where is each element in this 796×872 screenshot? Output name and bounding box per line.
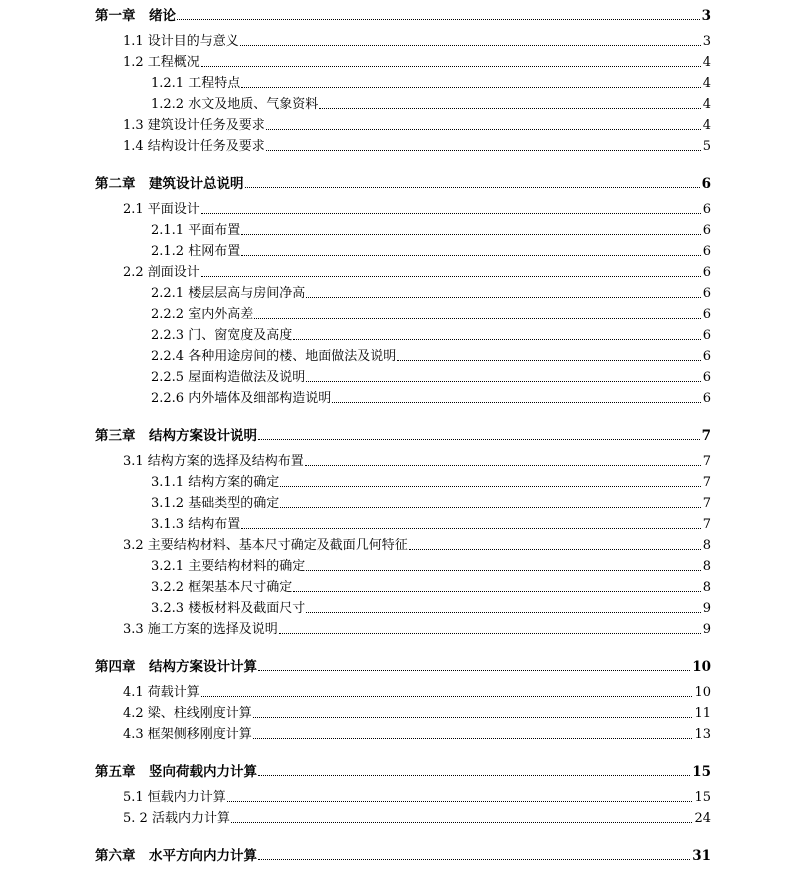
- dot-leader: [258, 670, 690, 671]
- dot-leader: [201, 276, 701, 277]
- toc-entry-label: 第三章 结构方案设计说明: [95, 428, 257, 444]
- dot-leader: [227, 801, 693, 802]
- dot-leader: [306, 570, 701, 571]
- toc-page-number: 4: [702, 55, 711, 70]
- toc-entry[interactable]: [151, 366, 711, 386]
- toc-page-number: 5: [702, 139, 711, 154]
- toc-entry-label: 3.1.1 结构方案的确定: [151, 475, 280, 490]
- toc-entry-label: 3.1.2 基础类型的确定: [151, 496, 280, 511]
- dot-leader: [241, 87, 701, 88]
- toc-page-number: 3: [702, 34, 711, 49]
- toc-entry[interactable]: [123, 135, 711, 155]
- toc-entry[interactable]: [151, 324, 711, 344]
- toc-entry[interactable]: [123, 450, 711, 470]
- dot-leader: [409, 549, 701, 550]
- dot-leader: [306, 612, 701, 613]
- toc-page-number: 6: [702, 223, 711, 238]
- toc-entry-label: 2.1 平面设计: [123, 202, 200, 217]
- toc-page-number: 6: [702, 265, 711, 280]
- dot-leader: [280, 507, 701, 508]
- toc-page-number: 7: [702, 517, 711, 532]
- toc-page-number: 7: [702, 496, 711, 511]
- toc-entry[interactable]: [123, 30, 711, 50]
- dot-leader: [177, 19, 700, 20]
- toc-entry-label: 1.2 工程概况: [123, 55, 200, 70]
- toc-entry-label: 1.2.2 水文及地质、气象资料: [151, 97, 319, 112]
- toc-entry-label: 第六章 水平方向内力计算: [95, 848, 257, 864]
- toc-page-number: 8: [702, 559, 711, 574]
- toc-entry[interactable]: [123, 807, 711, 827]
- toc-entry-label: 2.1.2 柱网布置: [151, 244, 241, 259]
- dot-leader: [266, 129, 701, 130]
- toc-page-number: 6: [702, 244, 711, 259]
- toc-entry-label: 第五章 竖向荷载内力计算: [95, 764, 257, 780]
- toc-entry[interactable]: [123, 618, 711, 638]
- toc-chapter-entry[interactable]: [95, 424, 711, 444]
- toc-page-number: 4: [702, 97, 711, 112]
- toc-entry-label: 3.2.2 框架基本尺寸确定: [151, 580, 293, 595]
- toc-entry-label: 第一章 绪论: [95, 8, 176, 24]
- toc-entry-label: 2.2.6 内外墙体及细部构造说明: [151, 391, 332, 406]
- dot-leader: [319, 108, 701, 109]
- toc-page-number: 10: [694, 685, 711, 700]
- toc-entry-label: 5.1 恒载内力计算: [123, 790, 226, 805]
- toc-entry[interactable]: [123, 114, 711, 134]
- dot-leader: [305, 465, 701, 466]
- toc-page-number: 7: [702, 475, 711, 490]
- dot-leader: [241, 234, 701, 235]
- toc-entry[interactable]: [151, 492, 711, 512]
- toc-chapter-entry[interactable]: [95, 4, 711, 24]
- dot-leader: [253, 738, 693, 739]
- toc-entry[interactable]: [151, 93, 711, 113]
- toc-page-number: 6: [702, 349, 711, 364]
- dot-leader: [279, 633, 701, 634]
- toc-entry[interactable]: [151, 303, 711, 323]
- toc-entry-label: 3.1.3 结构布置: [151, 517, 241, 532]
- dot-leader: [306, 297, 701, 298]
- toc-entry[interactable]: [151, 471, 711, 491]
- toc-entry-label: 第二章 建筑设计总说明: [95, 176, 244, 192]
- dot-leader: [280, 486, 701, 487]
- toc-page-number: 7: [702, 454, 711, 469]
- toc-page-number: 6: [702, 370, 711, 385]
- toc-entry-label: 1.3 建筑设计任务及要求: [123, 118, 265, 133]
- toc-entry-label: 2.2 剖面设计: [123, 265, 200, 280]
- toc-entry[interactable]: [151, 219, 711, 239]
- toc-page-number: 4: [702, 118, 711, 133]
- toc-entry[interactable]: [123, 198, 711, 218]
- dot-leader: [258, 775, 690, 776]
- toc-entry-label: 4.3 框架侧移刚度计算: [123, 727, 252, 742]
- toc-entry-label: 4.1 荷载计算: [123, 685, 200, 700]
- toc-entry-label: 3.1 结构方案的选择及结构布置: [123, 454, 304, 469]
- toc-page-number: 6: [702, 391, 711, 406]
- toc-page-number: 4: [702, 76, 711, 91]
- toc-entry-label: 3.2.3 楼板材料及截面尺寸: [151, 601, 306, 616]
- dot-leader: [258, 859, 690, 860]
- toc-chapter-entry[interactable]: [95, 844, 711, 864]
- toc-page-number: 8: [702, 580, 711, 595]
- dot-leader: [266, 150, 701, 151]
- toc-entry-label: 3.3 施工方案的选择及说明: [123, 622, 278, 637]
- toc-entry[interactable]: [151, 282, 711, 302]
- toc-entry[interactable]: [151, 576, 711, 596]
- toc-page-number: 15: [694, 790, 711, 805]
- toc-page-number: 9: [702, 622, 711, 637]
- dot-leader: [240, 45, 701, 46]
- toc-entry-label: 3.2 主要结构材料、基本尺寸确定及截面几何特征: [123, 538, 408, 553]
- toc-entry[interactable]: [151, 555, 711, 575]
- toc-entry[interactable]: [151, 345, 711, 365]
- toc-page-number: 6: [701, 176, 711, 192]
- toc-entry-label: 5. 2 活载内力计算: [123, 811, 230, 826]
- toc-page-number: 24: [694, 811, 711, 826]
- toc-page-number: 10: [692, 659, 711, 675]
- toc-page-number: 6: [702, 328, 711, 343]
- toc-page-number: 13: [694, 727, 711, 742]
- dot-leader: [258, 439, 700, 440]
- dot-leader: [253, 717, 693, 718]
- dot-leader: [293, 591, 701, 592]
- toc-entry[interactable]: [123, 723, 711, 743]
- toc-entry-label: 3.2.1 主要结构材料的确定: [151, 559, 306, 574]
- dot-leader: [201, 213, 701, 214]
- toc-entry[interactable]: [151, 513, 711, 533]
- toc-entry[interactable]: [123, 702, 711, 722]
- toc-entry-label: 1.2.1 工程特点: [151, 76, 241, 91]
- dot-leader: [332, 402, 701, 403]
- toc-chapter-entry[interactable]: [95, 172, 711, 192]
- dot-leader: [231, 822, 693, 823]
- dot-leader: [241, 528, 701, 529]
- toc-entry-label: 2.2.4 各种用途房间的楼、地面做法及说明: [151, 349, 397, 364]
- toc-page-number: 11: [694, 706, 711, 721]
- toc-entry[interactable]: [151, 240, 711, 260]
- toc-entry[interactable]: [151, 597, 711, 617]
- dot-leader: [254, 318, 701, 319]
- dot-leader: [245, 187, 700, 188]
- toc-entry-label: 2.2.5 屋面构造做法及说明: [151, 370, 306, 385]
- toc-page-number: 31: [692, 848, 711, 864]
- dot-leader: [241, 255, 701, 256]
- dot-leader: [201, 696, 693, 697]
- toc-entry[interactable]: [123, 51, 711, 71]
- toc-page-number: 15: [692, 764, 711, 780]
- toc-page-number: 6: [702, 307, 711, 322]
- dot-leader: [306, 381, 701, 382]
- toc-entry[interactable]: [123, 261, 711, 281]
- toc-entry-label: 第四章 结构方案设计计算: [95, 659, 257, 675]
- toc-entry-label: 2.2.3 门、窗宽度及高度: [151, 328, 293, 343]
- toc-entry-label: 1.4 结构设计任务及要求: [123, 139, 265, 154]
- toc-page-number: 9: [702, 601, 711, 616]
- toc-entry-label: 2.2.2 室内外高差: [151, 307, 254, 322]
- dot-leader: [293, 339, 701, 340]
- toc-entry[interactable]: [123, 534, 711, 554]
- toc-entry[interactable]: [151, 387, 711, 407]
- toc-page-number: 7: [701, 428, 711, 444]
- toc-chapter-entry[interactable]: [95, 655, 711, 675]
- toc-entry[interactable]: [151, 72, 711, 92]
- toc-page-number: 3: [701, 8, 711, 24]
- toc-page-number: 8: [702, 538, 711, 553]
- toc-page-number: 6: [702, 202, 711, 217]
- toc-entry-label: 4.2 梁、柱线刚度计算: [123, 706, 252, 721]
- dot-leader: [397, 360, 701, 361]
- toc-entry[interactable]: [123, 681, 711, 701]
- toc-chapter-entry[interactable]: [95, 760, 711, 780]
- toc-entry-label: 1.1 设计目的与意义: [123, 34, 239, 49]
- toc-entry-label: 2.2.1 楼层层高与房间净高: [151, 286, 306, 301]
- dot-leader: [201, 66, 701, 67]
- toc-entry[interactable]: [123, 786, 711, 806]
- toc-entry-label: 2.1.1 平面布置: [151, 223, 241, 238]
- toc-page-number: 6: [702, 286, 711, 301]
